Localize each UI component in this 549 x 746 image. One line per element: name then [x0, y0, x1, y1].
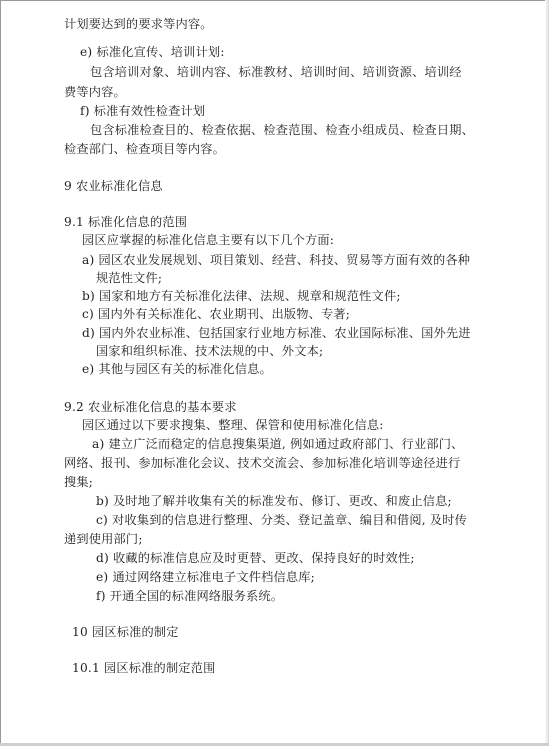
- text-line: 计划要达到的要求等内容。: [64, 17, 213, 31]
- list-item: c) 国内外有关标准化、农业期刊、出版物、专著;: [82, 307, 351, 321]
- text-line: 规范性文件;: [96, 271, 163, 285]
- subsection-heading: 9.2 农业标准化信息的基本要求: [64, 400, 237, 414]
- section-heading: 9 农业标准化信息: [64, 179, 163, 193]
- list-item: d) 国内外农业标准、包括国家行业地方标准、农业国际标准、国外先进: [82, 326, 471, 340]
- list-item: f) 开通全国的标准网络服务系统。: [96, 589, 284, 603]
- text-line: 包含标准检查目的、检查依据、检查范围、检查小组成员、检查日期、: [90, 123, 475, 137]
- list-item-heading: e) 标准化宣传、培训计划:: [80, 45, 225, 59]
- subsection-heading: 9.1 标准化信息的范围: [64, 215, 188, 229]
- list-item: a) 建立广泛而稳定的信息搜集渠道, 例如通过政府部门、行业部门、: [92, 437, 464, 451]
- subsection-heading: 10.1 园区标准的制定范围: [72, 661, 216, 675]
- section-heading: 10 园区标准的制定: [72, 625, 179, 639]
- text-line: 国家和组织标准、技术法规的中、外文本;: [96, 344, 324, 358]
- list-item-heading: f) 标准有效性检查计划: [80, 104, 206, 118]
- text-line: 递到使用部门;: [64, 532, 143, 546]
- list-item: b) 国家和地方有关标准化法律、法规、规章和规范性文件;: [82, 289, 401, 303]
- list-item: c) 对收集到的信息进行整理、分类、登记盖章、编目和借阅, 及时传: [96, 513, 468, 527]
- text-line: 园区通过以下要求搜集、整理、保管和使用标准化信息:: [82, 418, 384, 432]
- page-edge-shadow-right: [545, 0, 549, 746]
- list-item: b) 及时地了解并收集有关的标准发布、修订、更改、和废止信息;: [96, 494, 452, 508]
- list-item: a) 园区农业发展规划、项目策划、经营、科技、贸易等方面有效的各种: [82, 253, 471, 267]
- list-item: e) 通过网络建立标准电子文件档信息库;: [96, 570, 315, 584]
- text-line: 包含培训对象、培训内容、标准教材、培训时间、培训资源、培训经: [90, 65, 462, 79]
- text-line: 检查部门、检查项目等内容。: [64, 142, 226, 156]
- text-line: 网络、报刊、参加标准化会议、技术交流会、参加标准化培训等途径进行: [64, 456, 461, 470]
- list-item: d) 收藏的标准信息应及时更替、更改、保持良好的时效性;: [96, 551, 415, 565]
- text-line: 费等内容。: [64, 85, 126, 99]
- text-line: 搜集;: [64, 475, 94, 489]
- list-item: e) 其他与园区有关的标准化信息。: [82, 362, 272, 376]
- text-line: 园区应掌握的标准化信息主要有以下几个方面:: [82, 233, 335, 247]
